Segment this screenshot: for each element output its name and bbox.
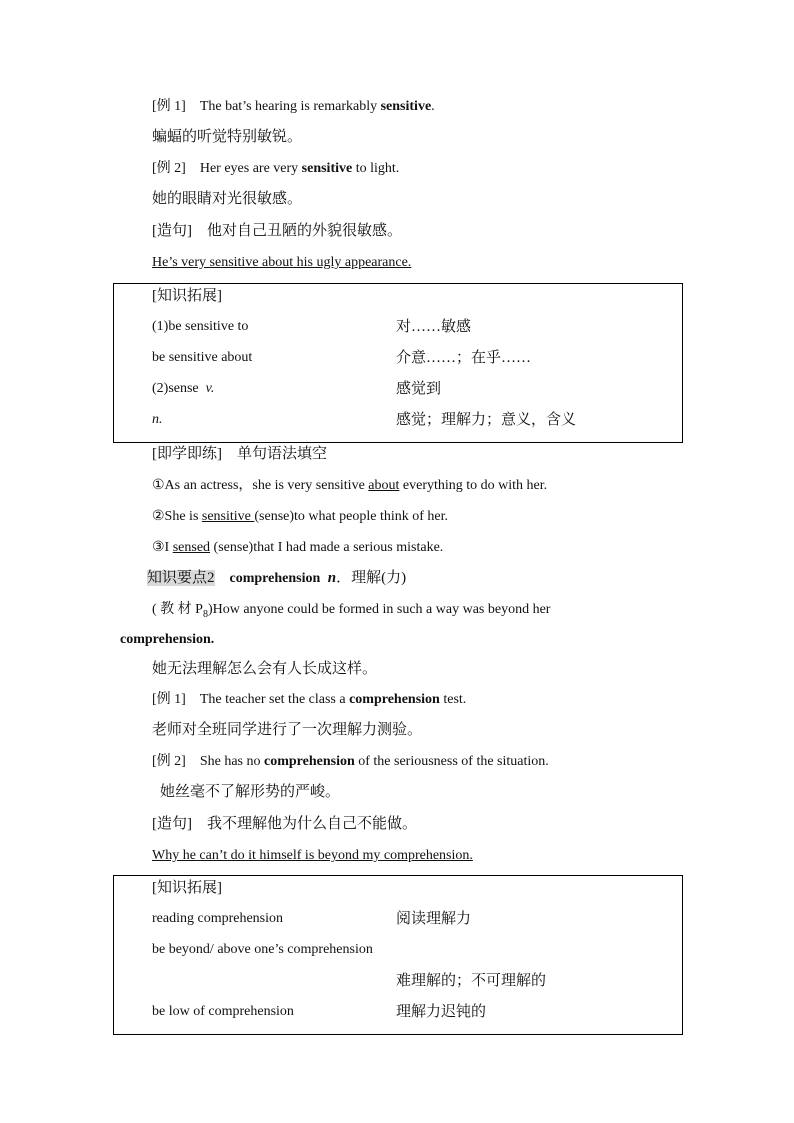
box-2-row-1-cn: 阅读理解力 (396, 911, 472, 927)
box-1-row-1-cn: 对……敏感 (396, 319, 472, 335)
example-3-translation: 老师对全班同学进行了一次理解力测验。 (152, 722, 423, 738)
example-1 (152, 97, 435, 117)
example-text: Her eyes are very (199, 161, 302, 176)
example-label: [例 2] (152, 161, 186, 176)
practice-question-1 (152, 476, 547, 496)
example-text: She has no (199, 754, 264, 769)
make-prompt: 他对自己丑陋的外貌很敏感。 (207, 223, 403, 239)
example-text: The bat’s hearing is remarkably (199, 99, 381, 114)
box-2-row-1-en: reading comprehension (152, 911, 284, 926)
make-label: [造句] (152, 816, 192, 832)
textbook-keyword: comprehension. (120, 632, 215, 647)
example-text-end: to light. (352, 161, 400, 176)
example-4-translation: 她丝毫不了解形势的严峻。 (160, 784, 341, 800)
question-text: ③I (152, 540, 173, 555)
knowledge-point-2 (147, 568, 406, 589)
example-4 (152, 752, 549, 772)
make-sentence-2 (152, 814, 417, 834)
box-1-row-1-en: (1)be sensitive to (152, 319, 249, 334)
example-text-end: . (431, 99, 435, 114)
example-text-end: test. (439, 692, 467, 707)
answer-blank: sensed (172, 540, 211, 555)
make-prompt: 我不理解他为什么自己不能做。 (207, 816, 418, 832)
make-label: [造句] (152, 223, 192, 239)
point-word: comprehension (229, 571, 321, 586)
make-sentence-1-answer: He’s very sensitive about his ugly appearance. (152, 255, 412, 270)
box-1-row-4-en: n. (152, 412, 163, 427)
question-text-end: (sense)that I had made a serious mistake. (210, 540, 444, 555)
point-tag: 知识要点2 (147, 570, 215, 586)
make-sentence-2-answer: Why he can’t do it himself is beyond my comprehension. (152, 848, 473, 863)
keyword: comprehension (264, 754, 355, 769)
point-pos: n (327, 570, 337, 586)
question-text: ①As an actress，she is very sensitive (152, 478, 369, 493)
keyword: sensitive (380, 99, 432, 114)
example-text: The teacher set the class a (199, 692, 350, 707)
keyword: sensitive (301, 161, 353, 176)
textbook-sentence-line-2 (120, 630, 214, 650)
box-1-row-3-cn: 感觉到 (396, 381, 442, 397)
box-1-title: [知识拓展] (152, 288, 222, 304)
box-2-row-4-en: be low of comprehension (152, 1004, 294, 1019)
practice-question-3 (152, 538, 443, 558)
box-1-row-4-cn: 感觉；理解力；意义，含义 (396, 412, 577, 428)
example-1-translation: 蝙蝠的听觉特别敏锐。 (152, 129, 303, 145)
box-1-row-2-cn: 介意……；在乎…… (396, 350, 532, 366)
practice-question-2 (152, 507, 448, 527)
textbook-translation: 她无法理解怎么会有人长成这样。 (152, 661, 378, 677)
example-2 (152, 159, 399, 179)
make-sentence-1 (152, 221, 402, 241)
textbook-sentence-line-1 (152, 600, 550, 625)
textbook-source: ( 教 材 P (152, 602, 203, 617)
box-1-row-2-en: be sensitive about (152, 350, 253, 365)
box-2-row-3-cn: 难理解的；不可理解的 (396, 973, 547, 989)
example-label: [例 1] (152, 99, 186, 114)
box-2-title: [知识拓展] (152, 880, 222, 896)
box-2-row-4-cn: 理解力迟钝的 (396, 1004, 487, 1020)
example-label: [例 1] (152, 692, 186, 707)
example-label: [例 2] (152, 754, 186, 769)
answer-blank: sensitive (201, 509, 255, 524)
example-2-translation: 她的眼睛对光很敏感。 (152, 191, 303, 207)
question-text: ②She is (152, 509, 202, 524)
practice-heading (152, 444, 327, 464)
question-text-end: (sense)to what people think of her. (254, 509, 449, 524)
keyword: comprehension (349, 692, 440, 707)
question-text-end: everything to do with her. (399, 478, 548, 493)
textbook-page-sub: 8 (202, 608, 208, 620)
example-3 (152, 690, 466, 710)
point-meaning: ．理解(力) (336, 570, 407, 586)
practice-text: 单句语法填空 (237, 446, 328, 462)
textbook-text: )How anyone could be formed in such a way was beyond her (207, 602, 551, 617)
box-1-row-3-en: (2)sense v. (152, 381, 215, 396)
practice-label: [即学即练] (152, 446, 222, 462)
answer-blank: about (368, 478, 400, 493)
example-text-end: of the seriousness of the situation. (354, 754, 549, 769)
box-2-row-2-en: be beyond/ above one’s comprehension (152, 942, 373, 957)
